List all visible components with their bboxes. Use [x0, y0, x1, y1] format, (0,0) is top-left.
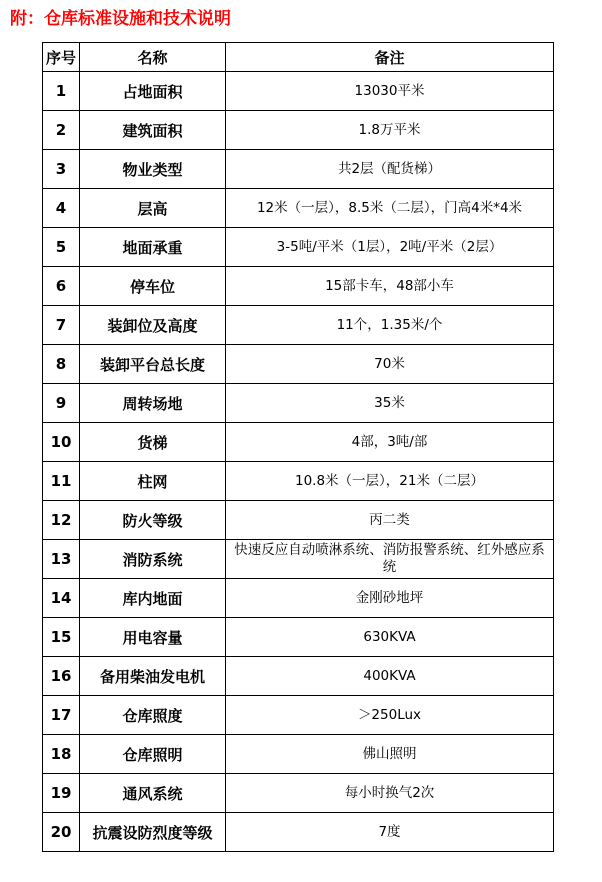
row-name: 通风系统 [80, 774, 226, 813]
table-header-row [43, 43, 554, 72]
row-note: 15部卡车，48部小车 [226, 267, 554, 306]
row-index: 13 [43, 540, 80, 579]
row-name: 停车位 [80, 267, 226, 306]
table-row [43, 267, 554, 306]
row-index: 20 [43, 813, 80, 852]
table-row [43, 813, 554, 852]
row-index: 3 [43, 150, 80, 189]
table-row [43, 228, 554, 267]
row-index: 15 [43, 618, 80, 657]
row-note: 丙二类 [226, 501, 554, 540]
row-name: 占地面积 [80, 72, 226, 111]
row-index: 1 [43, 72, 80, 111]
row-name: 备用柴油发电机 [80, 657, 226, 696]
table-row [43, 384, 554, 423]
table-row [43, 735, 554, 774]
row-name: 层高 [80, 189, 226, 228]
table-row [43, 462, 554, 501]
row-name: 建筑面积 [80, 111, 226, 150]
row-name: 物业类型 [80, 150, 226, 189]
row-index: 6 [43, 267, 80, 306]
spec-table [42, 42, 554, 852]
row-index: 14 [43, 579, 80, 618]
table-row [43, 618, 554, 657]
row-note: 7度 [226, 813, 554, 852]
row-name: 货梯 [80, 423, 226, 462]
row-name: 仓库照明 [80, 735, 226, 774]
table-row [43, 72, 554, 111]
table-row [43, 423, 554, 462]
row-note: 共2层（配货梯） [226, 150, 554, 189]
table-row [43, 345, 554, 384]
row-index: 4 [43, 189, 80, 228]
row-name: 装卸平台总长度 [80, 345, 226, 384]
header-note: 备注 [226, 43, 554, 72]
row-note: 70米 [226, 345, 554, 384]
row-note: 快速反应自动喷淋系统、消防报警系统、红外感应系统 [226, 540, 554, 579]
page-title: 附：仓库标准设施和技术说明 [10, 9, 231, 29]
table-row [43, 657, 554, 696]
row-index: 8 [43, 345, 80, 384]
row-index: 19 [43, 774, 80, 813]
row-name: 抗震设防烈度等级 [80, 813, 226, 852]
table-row [43, 306, 554, 345]
table-row [43, 111, 554, 150]
row-note: 3-5吨/平米（1层），2吨/平米（2层） [226, 228, 554, 267]
row-name: 仓库照度 [80, 696, 226, 735]
row-name: 消防系统 [80, 540, 226, 579]
row-index: 11 [43, 462, 80, 501]
row-index: 17 [43, 696, 80, 735]
row-index: 10 [43, 423, 80, 462]
table-row [43, 189, 554, 228]
header-index: 序号 [43, 43, 80, 72]
row-note: 35米 [226, 384, 554, 423]
row-index: 18 [43, 735, 80, 774]
table-row [43, 540, 554, 579]
row-note: 630KVA [226, 618, 554, 657]
row-index: 16 [43, 657, 80, 696]
header-name: 名称 [80, 43, 226, 72]
row-note: ＞250Lux [226, 696, 554, 735]
table-row [43, 696, 554, 735]
row-index: 5 [43, 228, 80, 267]
row-note: 12米（一层），8.5米（二层），门高4米*4米 [226, 189, 554, 228]
table-row [43, 579, 554, 618]
table-row [43, 774, 554, 813]
row-note: 10.8米（一层），21米（二层） [226, 462, 554, 501]
row-index: 7 [43, 306, 80, 345]
row-note: 金刚砂地坪 [226, 579, 554, 618]
row-note: 13030平米 [226, 72, 554, 111]
row-name: 装卸位及高度 [80, 306, 226, 345]
row-note: 11个，1.35米/个 [226, 306, 554, 345]
row-name: 防火等级 [80, 501, 226, 540]
table-row [43, 150, 554, 189]
row-note: 佛山照明 [226, 735, 554, 774]
table-row [43, 501, 554, 540]
row-note: 4部，3吨/部 [226, 423, 554, 462]
row-note: 400KVA [226, 657, 554, 696]
row-name: 库内地面 [80, 579, 226, 618]
row-name: 地面承重 [80, 228, 226, 267]
row-name: 周转场地 [80, 384, 226, 423]
row-index: 2 [43, 111, 80, 150]
row-index: 9 [43, 384, 80, 423]
row-note: 1.8万平米 [226, 111, 554, 150]
row-index: 12 [43, 501, 80, 540]
row-name: 用电容量 [80, 618, 226, 657]
row-note: 每小时换气2次 [226, 774, 554, 813]
row-name: 柱网 [80, 462, 226, 501]
